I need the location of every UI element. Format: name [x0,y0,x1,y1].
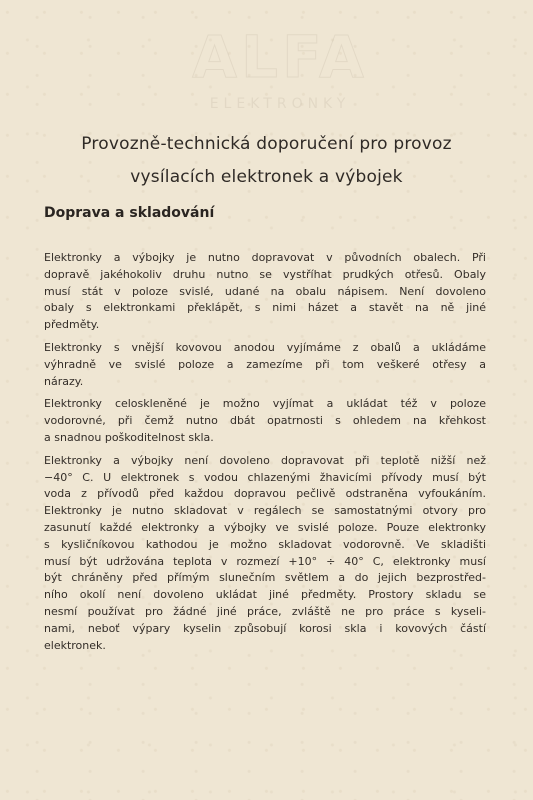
text-line: zasunutí každé elektronky a výbojky ve svislé poloze. Pouze elektronky [44,520,486,534]
text-line: a snadnou poškoditelnost skla. [44,430,214,444]
title-line-1: Provozně-technická doporučení pro provoz [81,134,452,154]
body-text [44,250,486,660]
text-line: ního okolí není dovoleno ukládat jiné předměty. Prostory skladu se [44,588,486,602]
text-line: výhradně ve svislé poloze a zamezíme při tom veškeré otřesy a [44,357,486,371]
text-line: musí stát v poloze svislé, udané na obalu nápisem. Není dovoleno [44,284,486,298]
text-line: Elektronky a výbojky není dovoleno dopravovat při teplotě nižší než [44,453,486,467]
text-line: musí být udržována teplota v rozmezí +10° ÷ 40° C, elektronky musí [44,554,486,568]
text-line: voda z přívodů před každou dopravou pečlivě odstraněna vyfoukáním. [44,487,486,501]
text-line: předměty. [44,318,100,332]
text-line: Elektronky a výbojky je nutno dopravovat v původních obalech. Při [44,251,486,264]
text-line: nárazy. [44,374,84,388]
paragraph-storage [44,453,486,655]
title-line-2: vysílacích elektronek a výbojek [130,167,403,187]
text-line: nami, neboť výpary kyselin způsobují korosi skla i kovových částí [44,621,486,635]
text-line: nesmí používat pro žádné jiné práce, zvláště ne pro práce s kyseli- [44,604,486,618]
text-line: být chráněny před přímým slunečním světlem a do jejich bezprostřed- [44,571,486,585]
paragraph-metal-anode [44,340,486,390]
text-line: Elektronky je nutno skladovat v regálech se samostatnými otvory pro [44,504,486,518]
text-line: elektronek. [44,638,106,652]
watermark-subtitle: ELEKTRONKY [209,96,351,112]
alfa-watermark-logo [170,22,390,132]
text-line: dopravě jakéhokoliv druhu nutno se vystříhat prudkých otřesů. Obaly [44,267,486,281]
text-line: vodorovné, při čemž nutno dbát opatrnosti s ohledem na křehkost [44,414,486,428]
text-line: Elektronky s vnější kovovou anodou vyjímáme z obalů a ukládáme [44,340,486,354]
text-line: s kysličníkovou kathodou je možno skladovat vodorovně. Ve skladišti [44,537,486,551]
section-heading: Doprava a skladování [44,205,215,221]
page-title [40,128,493,194]
watermark-logo-text: ALFA [192,23,368,91]
text-line: −40° C. U elektronek s vodou chlazenými žhavicími přívody musí být [44,470,486,484]
paragraph-transport [44,250,486,334]
text-line: Elektronky celoskleněné je možno vyjímat a ukládat též v poloze [44,397,486,411]
text-line: obaly s elektronkami překlápět, s nimi házet a stavět na ně jiné [44,301,486,315]
paragraph-glass-tubes [44,396,486,446]
